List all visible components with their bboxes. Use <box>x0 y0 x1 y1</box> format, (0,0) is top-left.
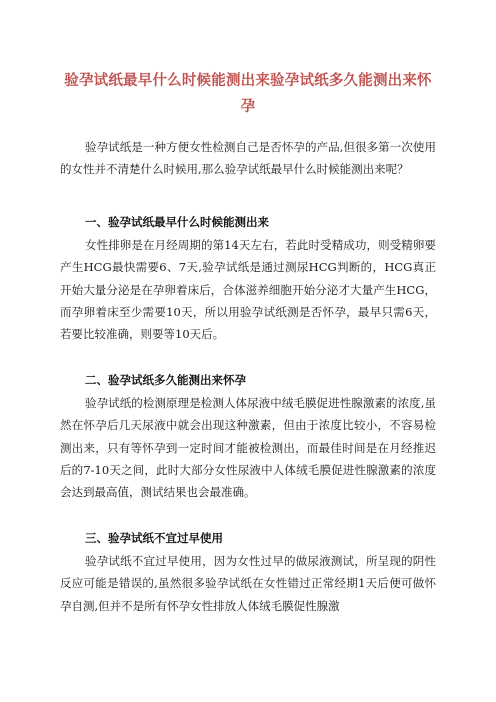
section-1-heading: 一、验孕试纸最早什么时候能测出来 <box>85 215 269 229</box>
section-2-heading: 二、验孕试纸多久能测出来怀孕 <box>85 373 246 387</box>
document-title: 验孕试纸最早什么时候能测出来验孕试纸多久能测出来怀孕 <box>64 73 432 115</box>
section-3-paragraph: 验孕试纸不宜过早使用，因为女性过早的做尿液测试，所呈现的阴性反应可能是错误的,虽然很多验孕试纸在女性错过正常经期1天后便可做怀孕自测,但并不是所有怀孕女性排放人体绒毛膜促性腺激 <box>60 554 436 613</box>
section-3-heading: 三、验孕试纸不宜过早使用 <box>85 531 223 545</box>
section-2-paragraph: 验孕试纸的检测原理是检测人体尿液中绒毛膜促进性腺激素的浓度,虽然在怀孕后几天尿液中就会出现这种激素，但由于浓度比较小，不容易检测出来，只有等怀孕到一定时间才能被检测出，而最佳时间是在月经推迟后的7-10天之间，此时大部分女性尿液中人体绒毛膜促进性腺激素的浓度会达到最高值，测试结果也会最准确。 <box>60 396 436 500</box>
section-1-paragraph: 女性排卵是在月经周期的第14天左右，若此时受精成功，则受精卵要产生HCG最快需要6、7天,验孕试纸是通过测尿HCG判断的，HCG真正开始大量分泌是在孕卵着床后，合体滋养细胞开始分泌才大量产生HCG，而孕卵着床至少需要10天，所以用验孕试纸测是否怀孕，最早只需6天，若要比较准确，则要等10天后。 <box>60 238 436 342</box>
intro-paragraph: 验孕试纸是一种方便女性检测自己是否怀孕的产品,但很多第一次使用的女性并不清楚什么时候用,那么验孕试纸最早什么时候能测出来呢？ <box>60 140 436 177</box>
